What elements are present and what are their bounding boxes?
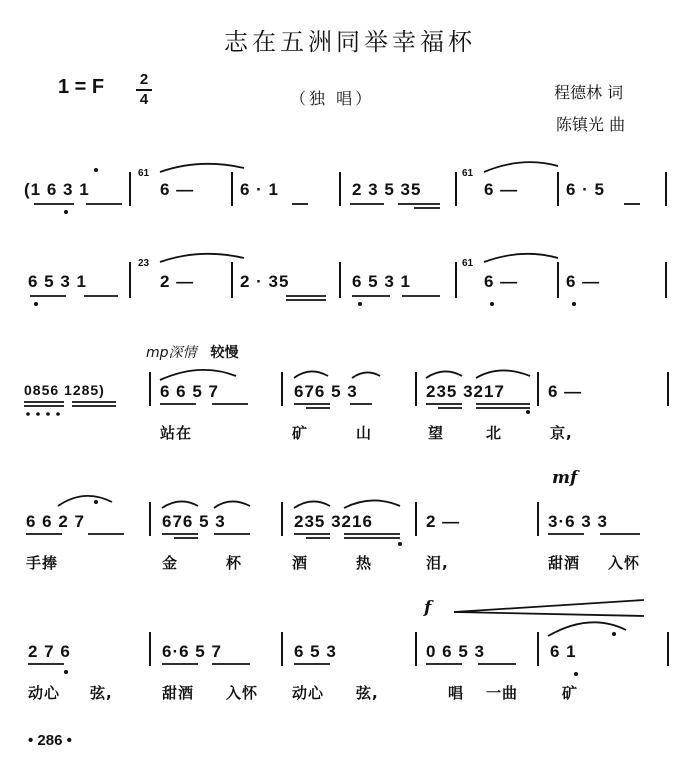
row3-lyric2: 矿 xyxy=(292,424,309,442)
row4-lyric8: 入怀 xyxy=(608,554,641,572)
expression-mood: 深情 xyxy=(168,345,197,361)
row5-measure1: 2 7 6 xyxy=(28,642,71,661)
row2-measure1: 6 5 3 1 xyxy=(28,272,87,291)
row5-lyric4: 入怀 xyxy=(226,684,259,702)
row4-lyric2: 金 xyxy=(162,554,179,572)
row3-measure2: 6 6 5 7 xyxy=(160,382,219,401)
row1-grace2: 61 xyxy=(462,168,474,179)
row4-lyric7: 甜酒 xyxy=(548,554,581,572)
row4-measure5: 3·6 3 3 xyxy=(548,512,608,531)
composer-credit: 陈镇光 曲 xyxy=(556,115,626,134)
row1-grace1: 61 xyxy=(138,168,150,179)
time-signature-top: 2 xyxy=(139,71,149,88)
row4-lyric6: 泪, xyxy=(426,554,449,572)
row1-measure4: 2 3 5 35 xyxy=(352,180,422,199)
row2-measure4: 6 5 3 1 xyxy=(352,272,411,291)
dynamic-f: f xyxy=(424,598,432,618)
row1-measure3: 6 · 1 xyxy=(240,180,280,199)
tempo-marking: 较慢 xyxy=(210,345,239,361)
row3-lyric4: 望 xyxy=(428,424,445,442)
row1-measure1: (1 6 3 1 xyxy=(24,180,90,199)
row2-measure2: 2 — xyxy=(160,272,195,291)
row5-measure4: 0 6 5 3 xyxy=(426,642,485,661)
row3-lyric6: 京, xyxy=(550,424,573,442)
time-signature-bottom: 4 xyxy=(139,91,149,108)
row3-measure3: 676 5 3 xyxy=(294,382,358,401)
row5-lyric2: 弦, xyxy=(90,684,113,702)
row3-lyric1: 站在 xyxy=(160,424,193,442)
row5-measure5: 6 1 xyxy=(550,642,577,661)
row4-lyric4: 酒 xyxy=(292,554,309,572)
row3-measure4: 235 3217 xyxy=(426,382,505,401)
row3-measure5: 6 — xyxy=(548,382,583,401)
row4-measure3: 235 3216 xyxy=(294,512,373,531)
row4-measure1: 6 6 2 7 xyxy=(26,512,85,531)
row4-measure4: 2 — xyxy=(426,512,461,531)
row5-measure2: 6·6 5 7 xyxy=(162,642,222,661)
row5-lyric1: 动心 xyxy=(28,684,61,702)
dynamic-mf: mf xyxy=(552,468,578,488)
song-title: 志在五洲同举幸福杯 xyxy=(224,28,476,56)
row4-measure2: 676 5 3 xyxy=(162,512,226,531)
lyricist-credit: 程德林 词 xyxy=(554,83,624,102)
row4-lyric1: 手捧 xyxy=(26,554,59,572)
key-signature: 1 = F xyxy=(58,76,105,98)
row4-lyric3: 杯 xyxy=(226,554,243,572)
performance-note: （独 唱） xyxy=(290,89,375,108)
row3-lyric3: 山 xyxy=(356,424,373,442)
page-number: • 286 • xyxy=(28,732,72,749)
row1-measure2: 6 — xyxy=(160,180,195,199)
row5-measure3: 6 5 3 xyxy=(294,642,337,661)
row3-lyric5: 北 xyxy=(486,424,503,442)
row1-measure5: 6 — xyxy=(484,180,519,199)
dynamic-mp: mp xyxy=(146,345,169,361)
row5-lyric9: 矿 xyxy=(562,684,579,702)
row2-grace1: 23 xyxy=(138,258,150,269)
row2-measure5: 6 — xyxy=(484,272,519,291)
row2-grace2: 61 xyxy=(462,258,474,269)
row3-measure1: 0856 1285) xyxy=(24,382,105,398)
row5-lyric6: 弦, xyxy=(356,684,379,702)
row4-lyric5: 热 xyxy=(356,554,373,572)
row5-lyric8: 一曲 xyxy=(486,684,519,702)
row5-lyric7: 唱 xyxy=(448,684,465,702)
row2-measure6: 6 — xyxy=(566,272,601,291)
row2-measure3: 2 · 35 xyxy=(240,272,290,291)
row1-measure6: 6 · 5 xyxy=(566,180,606,199)
row5-lyric3: 甜酒 xyxy=(162,684,195,702)
row5-lyric5: 动心 xyxy=(292,684,325,702)
